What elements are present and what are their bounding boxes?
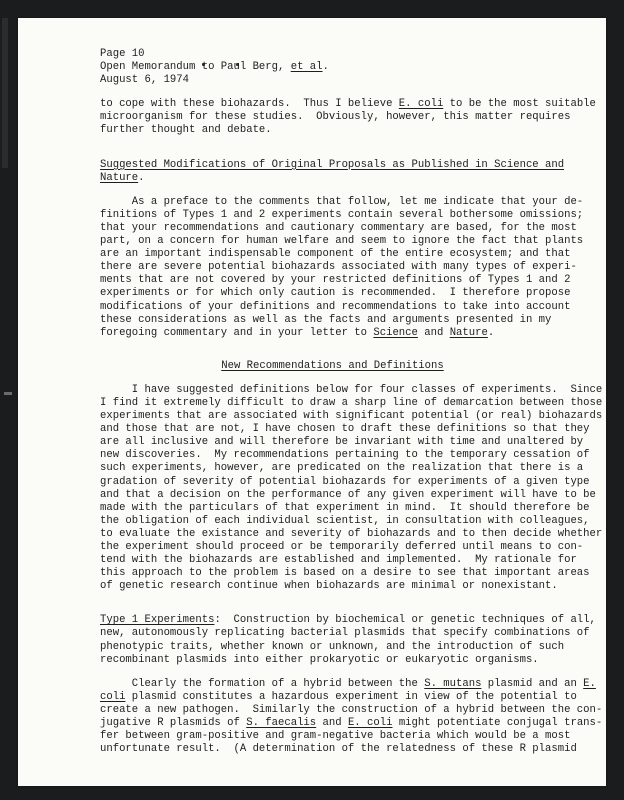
section-heading: Suggested Modifications of Original Proposals as Published in Science and (100, 158, 565, 171)
memo-date: August 6, 1974 (100, 74, 190, 87)
memo-line: Open Memorandum to Paul Berg, et al. (100, 61, 329, 74)
scan-mark (4, 392, 12, 395)
paragraph-line: fer between gram-positive and gram-negative bacteria which would be a most (100, 730, 571, 743)
paragraph-line: made with the particulars of that experiment in mind. It should therefore be (100, 501, 590, 514)
intro-line: further thought and debate. (100, 124, 272, 137)
intro-line: microorganism for these studies. Obviously, however, this matter requires (100, 111, 571, 124)
paragraph-line: experiments or for which only caution is recommended. I therefore propose (100, 287, 571, 300)
section-heading: New Recommendations and Definitions (221, 359, 444, 372)
paragraph-line: Clearly the formation of a hybrid between the S. mutans plasmid and an E. (100, 677, 596, 690)
paragraph-line: unfortunate result. (A determination of the relatedness of these R plasmid (100, 743, 577, 756)
type1-line: phenotypic traits, whether known or unknown, and the introduction of such (100, 640, 565, 653)
type1-line: Type 1 Experiments: Construction by biochemical or genetic techniques of all, (100, 614, 596, 627)
page-number: Page 10 (100, 48, 145, 60)
paragraph-line: are an important indispensable component of the entire ecosystem; and that (100, 248, 571, 261)
paragraph-line: and those that are not, I have chosen to draft these definitions so that they (100, 423, 590, 436)
paragraph-line: I find it extremely difficult to draw a sharp line of demarcation between those (100, 396, 603, 409)
paragraph-line: modifications of your definitions and recommendations to take into account (100, 300, 571, 313)
section-heading: Nature. (100, 171, 145, 184)
paragraph-line: create a new pathogen. Similarly the construction of a hybrid between the con- (100, 703, 603, 716)
paragraph-line: gradation of severity of potential biohazards for experiments of a given type (100, 475, 590, 488)
paragraph-line: foregoing commentary and in your letter to Science and Nature. (100, 326, 495, 339)
paragraph-line: the experiment should proceed or be temporarily deferred until means to con- (100, 541, 584, 553)
paragraph-line: finitions of Types 1 and 2 experiments contain several bothersome omissions; (100, 208, 584, 221)
intro-line: to cope with these biohazards. Thus I believe E. coli to be the most suitable (100, 98, 596, 111)
type1-line: recombinant plasmids into either prokaryotic or eukaryotic organisms. (100, 653, 539, 666)
paragraph-line: there are severe potential biohazards associated with many types of experi- (100, 261, 577, 274)
paragraph-line: part, on a concern for human welfare and seem to ignore the fact that plants (100, 235, 584, 248)
type1-line: new, autonomously replicating bacterial plasmids that specify combinations of (100, 627, 590, 640)
paragraph-line: the obligation of each individual scientist, in consultation with colleagues, (100, 514, 590, 527)
paragraph-line: I have suggested definitions below for four classes of experiments. Since (100, 383, 603, 396)
paragraph-line: of genetic research continue when biohazards are minimal or nonexistant. (100, 580, 558, 593)
paragraph-line: experiments that are associated with significant potential (or real) biohazards (100, 410, 603, 423)
paragraph-line: that your recommendations and cautionary commentary are based, for the most (100, 221, 577, 234)
paragraph-line: ments that are not covered by your restricted definitions of Types 1 and 2 (100, 274, 571, 287)
paragraph-line: jugative R plasmids of S. faecalis and E. coli might potentiate conjugal trans- (100, 717, 603, 730)
paragraph-line: this approach to the problem is based on a desire to see that important areas (100, 567, 590, 580)
paragraph-line: these considerations as well as the facts and arguments presented in my (100, 313, 552, 326)
binder-edge (2, 18, 8, 168)
paragraph-line: and that a decision on the performance of any given experiment will have to be (100, 488, 596, 501)
document-text (100, 48, 603, 756)
paragraph-line: such experiments, however, are predicated on the realization that there is a (100, 462, 584, 475)
paragraph-line: are all inclusive and will therefore be invariant with time and unaltered by (100, 436, 584, 449)
paragraph-line: to evaluate the existance and severity of biohazards and to then decide whether (100, 527, 603, 540)
paragraph-line: new discoveries. My recommendations pertaining to the temporary cessation of (100, 449, 590, 462)
paragraph-line: coli plasmid constitutes a hazardous experiment in view of the potential to (100, 690, 577, 703)
paragraph-line: As a preface to the comments that follow, let me indicate that your de- (100, 195, 584, 208)
paragraph-line: tend with the biohazards are established and implemented. My rationale for (100, 554, 577, 567)
